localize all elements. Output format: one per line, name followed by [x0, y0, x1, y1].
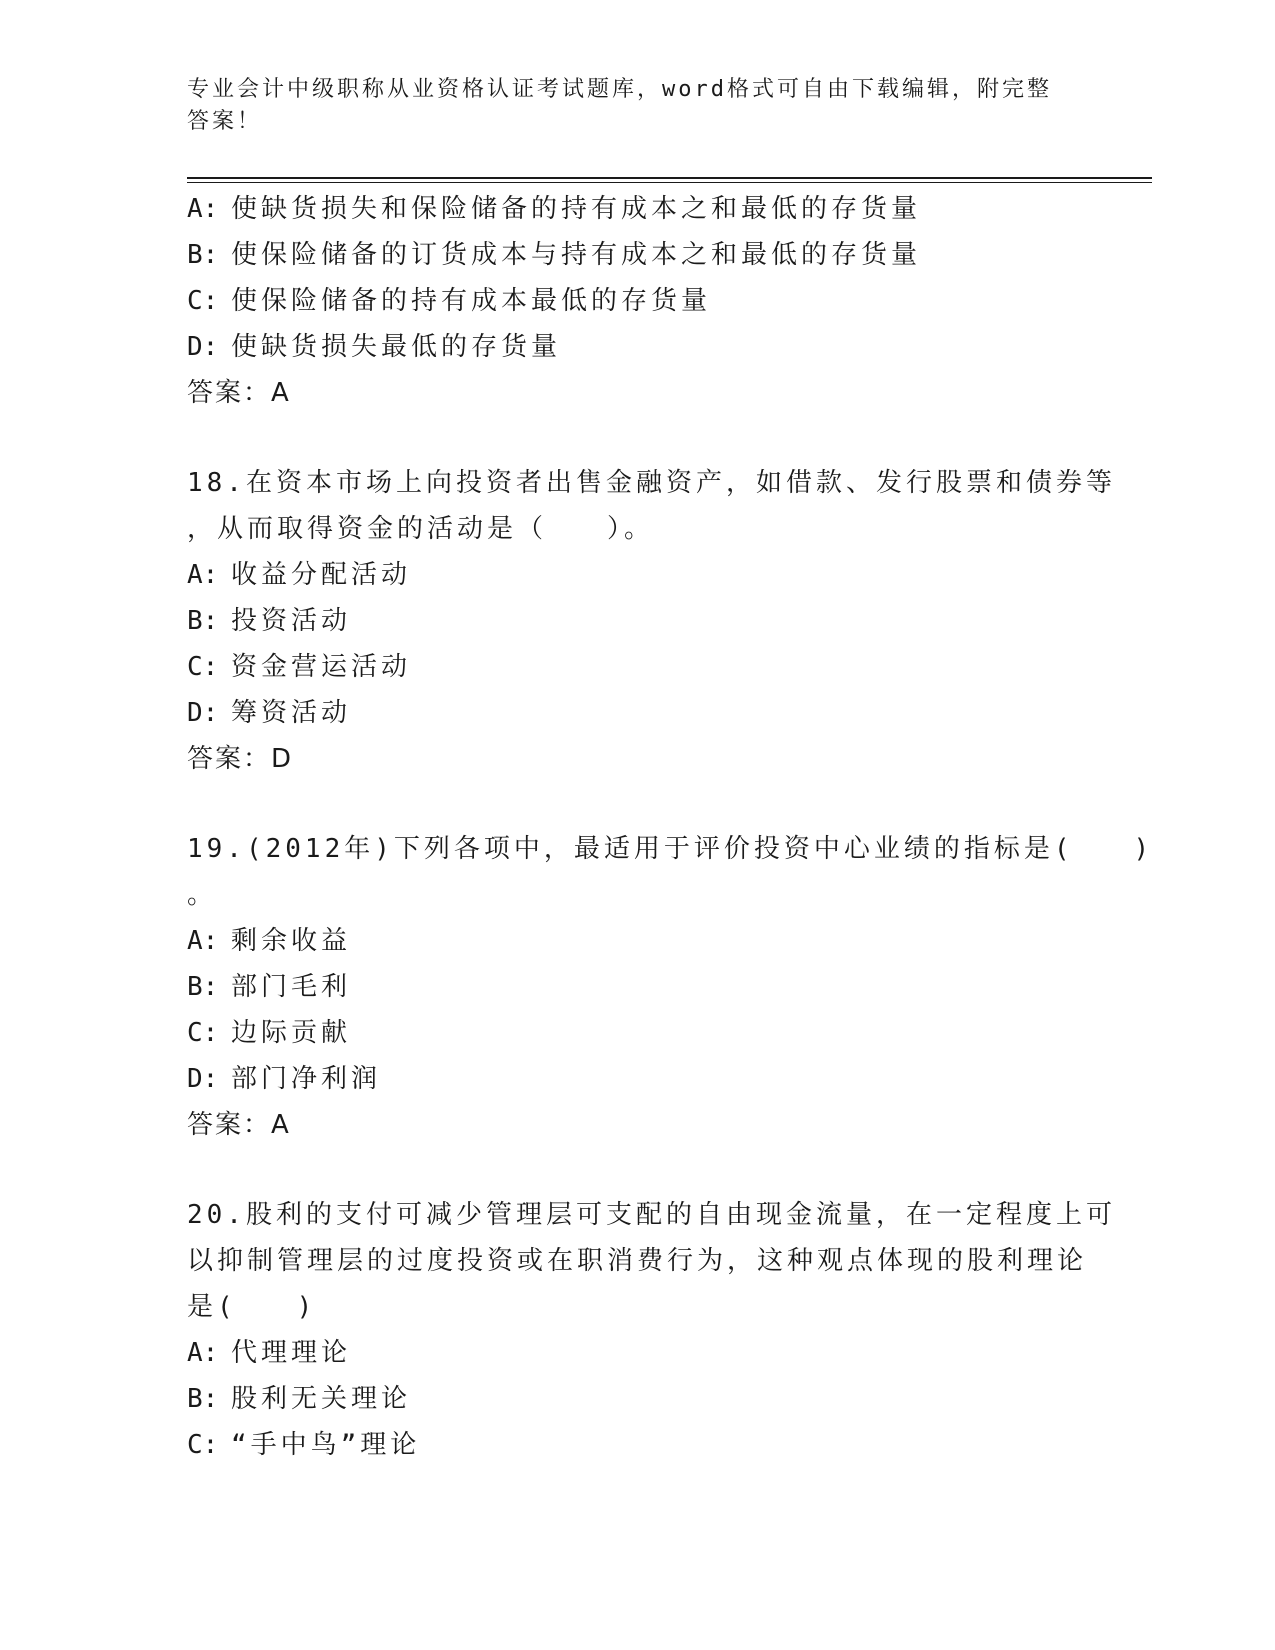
option-text: “手中鸟”理论	[231, 1430, 421, 1460]
option-text: 使保险储备的持有成本最低的存货量	[231, 286, 712, 316]
option-label: D:	[187, 698, 219, 728]
option-b	[187, 964, 1087, 1010]
option-label: B:	[187, 1384, 219, 1414]
option-label: A:	[187, 926, 219, 956]
option-text: 边际贡献	[231, 1018, 352, 1048]
question-stem-cont: 以抑制管理层的过度投资或在职消费行为，这种观点体现的股利理论	[187, 1246, 1088, 1276]
option-text: 收益分配活动	[231, 560, 412, 590]
option-label: C:	[187, 652, 219, 682]
option-c	[187, 278, 1087, 324]
option-a	[187, 552, 1087, 598]
header-rule-thick	[187, 177, 1152, 179]
option-label: A:	[187, 1338, 219, 1368]
answer-line: 答案：A	[187, 1110, 291, 1140]
question-stem-cont: 。	[187, 880, 218, 910]
option-text: 资金营运活动	[231, 652, 412, 682]
option-b	[187, 1376, 1087, 1422]
option-text: 投资活动	[231, 606, 352, 636]
option-text: 使缺货损失最低的存货量	[231, 332, 562, 362]
option-label: C:	[187, 1430, 219, 1460]
option-a	[187, 1330, 1087, 1376]
question-stem: 20.股利的支付可减少管理层可支配的自由现金流量，在一定程度上可	[187, 1200, 1116, 1230]
question-stem-cont: ，从而取得资金的活动是（ ）。	[187, 514, 655, 544]
option-label: B:	[187, 972, 219, 1002]
option-c	[187, 1422, 1087, 1468]
option-label: C:	[187, 286, 219, 316]
option-b	[187, 232, 1087, 278]
option-text: 部门毛利	[231, 972, 352, 1002]
answer-line: 答案：A	[187, 378, 291, 408]
option-a	[187, 918, 1087, 964]
header-rule-thin	[187, 182, 1152, 183]
option-d	[187, 324, 1087, 370]
option-text: 代理理论	[231, 1338, 352, 1368]
option-text: 股利无关理论	[231, 1384, 412, 1414]
document-header: 专业会计中级职称从业资格认证考试题库，word格式可自由下载编辑，附完整答案！	[187, 77, 1052, 134]
option-label: D:	[187, 1064, 219, 1094]
option-text: 剩余收益	[231, 926, 352, 956]
option-c	[187, 644, 1087, 690]
option-a	[187, 186, 1087, 232]
option-text: 使缺货损失和保险储备的持有成本之和最低的存货量	[231, 194, 922, 224]
question-stem: 19.(2012年)下列各项中，最适用于评价投资中心业绩的指标是( )	[187, 834, 1154, 864]
option-c	[187, 1010, 1087, 1056]
option-label: A:	[187, 194, 219, 224]
option-b	[187, 598, 1087, 644]
option-label: B:	[187, 240, 219, 270]
option-label: A:	[187, 560, 219, 590]
option-text: 部门净利润	[231, 1064, 382, 1094]
option-text: 筹资活动	[231, 698, 352, 728]
option-label: B:	[187, 606, 219, 636]
question-stem: 18.在资本市场上向投资者出售金融资产，如借款、发行股票和债券等	[187, 468, 1116, 498]
option-label: D:	[187, 332, 219, 362]
question-18-block	[187, 460, 1116, 782]
option-d	[187, 1056, 1087, 1102]
option-label: C:	[187, 1018, 219, 1048]
answer-line: 答案：D	[187, 744, 294, 774]
question-content	[187, 186, 1154, 1468]
question-stem-cont: 是( )	[187, 1292, 317, 1322]
question-17-block	[187, 186, 1087, 416]
question-19-block	[187, 826, 1154, 1148]
option-text: 使保险储备的订货成本与持有成本之和最低的存货量	[231, 240, 922, 270]
question-20-block	[187, 1192, 1116, 1468]
option-d	[187, 690, 1087, 736]
